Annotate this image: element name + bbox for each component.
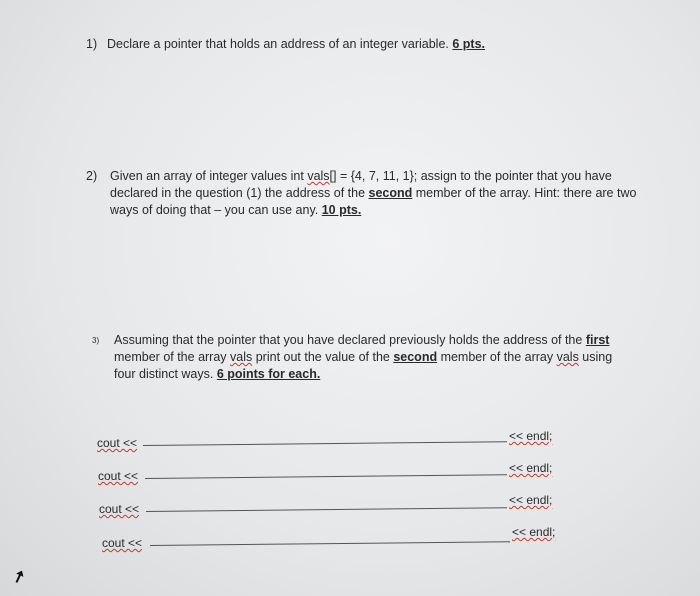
question-2 [86, 168, 646, 219]
answer-row-3-endl: << endl; [509, 493, 553, 507]
question-2-number: 2) [86, 169, 98, 183]
answer-row-3-blank[interactable] [146, 507, 507, 512]
answer-row-4-cout: cout << [102, 536, 143, 550]
answer-row-2-endl: << endl; [509, 461, 553, 475]
question-1-text [107, 37, 485, 51]
question-1-points: 6 pts. [452, 37, 486, 51]
pointer-cursor-icon [13, 570, 25, 587]
question-2-points: 10 pts. [321, 203, 362, 217]
question-3-text [114, 332, 634, 383]
answer-row-3-cout: cout << [99, 502, 140, 516]
question-1-number: 1) [86, 37, 98, 51]
question-3 [92, 332, 652, 383]
question-3-part-1: Assuming that the pointer that you have declared previously holds the address of the [114, 333, 586, 347]
question-1 [86, 36, 646, 53]
question-2-part-1: Given an array of integer values int [110, 169, 308, 183]
answer-row-2-blank[interactable] [145, 474, 507, 479]
question-3-vals-2: vals [556, 350, 579, 364]
question-2-text [110, 168, 640, 219]
question-1-prompt: Declare a pointer that holds an address of an integer variable. [107, 37, 449, 51]
question-3-first: first [585, 333, 610, 347]
question-2-second: second [368, 186, 413, 200]
question-3-part-3: print out the value of the [252, 350, 394, 364]
question-3-points: 6 points for each. [216, 367, 321, 381]
answer-row-1-blank[interactable] [143, 441, 507, 446]
answer-row-2-cout: cout << [98, 469, 139, 483]
question-2-part-3: member of the array. Hint: there are two ways of doing that – you can use any. [110, 186, 637, 217]
question-3-vals-1: vals [230, 350, 253, 364]
question-2-part-2: = {4, 7, 11, 1}; assign to the pointer that you have declared in the question (1) the address of the [110, 169, 612, 200]
answer-row-1-endl: << endl; [509, 429, 553, 443]
answer-row-1-cout: cout << [97, 436, 138, 450]
question-3-number: 3) [92, 336, 100, 345]
question-3-part-2: member of the array [114, 350, 231, 364]
question-3-part-5: using four distinct ways. [114, 350, 613, 381]
question-2-vals: vals[] [307, 169, 337, 183]
question-3-part-4: member of the array [437, 350, 557, 364]
answer-row-4-endl: << endl; [512, 525, 556, 539]
answer-row-4-blank[interactable] [150, 541, 510, 546]
question-3-second: second [393, 350, 438, 364]
